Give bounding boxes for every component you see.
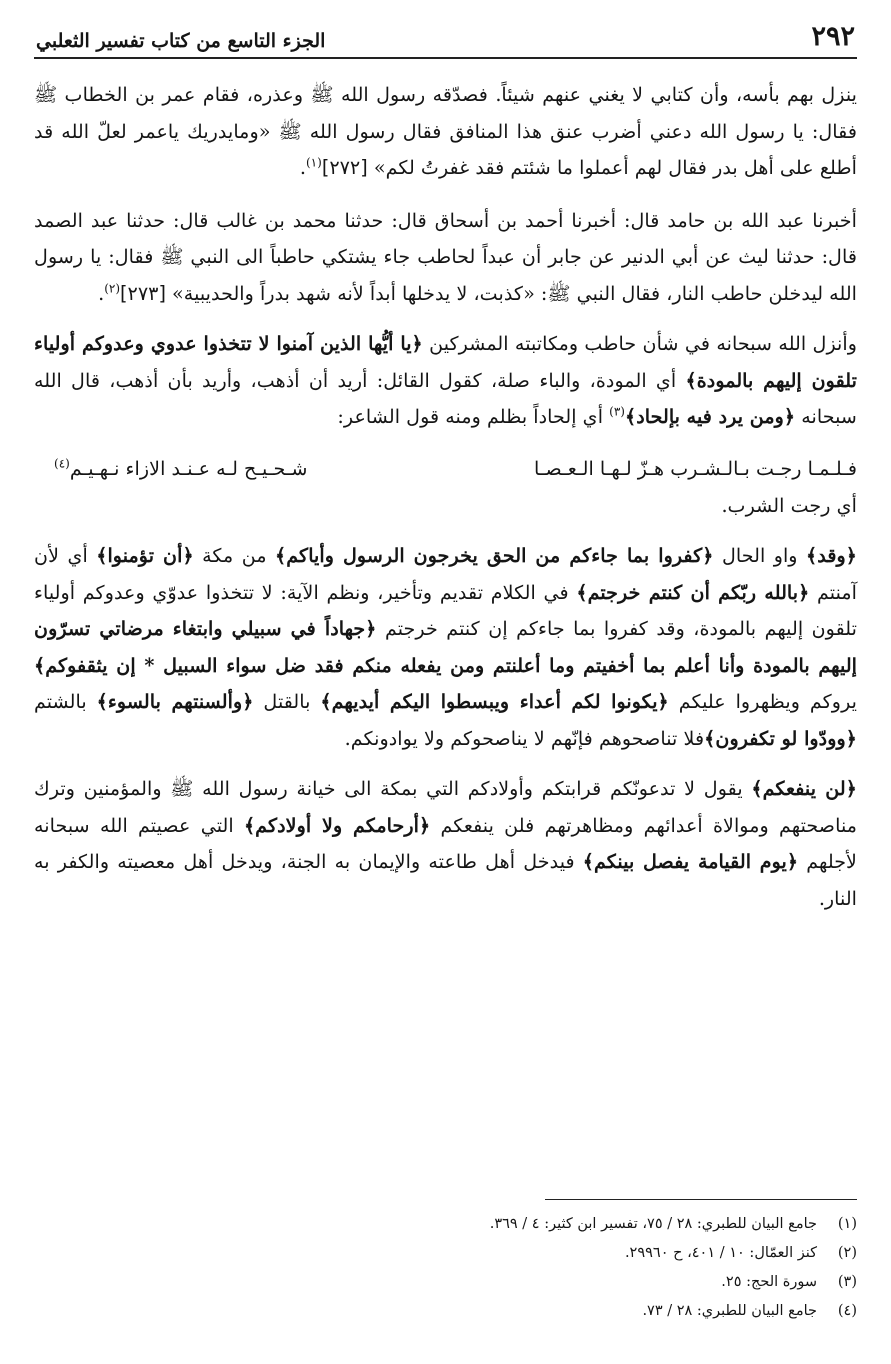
quran-quote: ﴿جهاداً في سبيلي وابتغاء مرضاتي تسرّون إليهم بالمودة وأنا أعلم بما أخفيتم وما أعلنتم ومن يفعله منكم فقد ضل سواء السبيل * إن يثقفوكم﴾	[34, 617, 857, 677]
paragraph-3-text: وأنزل الله سبحانه في شأن حاطب ومكاتبته المشركين	[422, 332, 857, 355]
footnote-text: جامع البيان للطبري: ٢٨ / ٧٥، تفسير ابن كثير: ٤ / ٣٦٩.	[489, 1216, 817, 1232]
footnote-ref: (٤)	[54, 456, 70, 471]
footnote-ref: (١)	[305, 155, 322, 170]
footnote	[34, 1268, 857, 1297]
footnote-text: كنز العمّال: ١٠ / ٤٠١، ح ٢٩٩٦٠.	[624, 1245, 817, 1261]
footnote-divider	[545, 1199, 857, 1200]
quran-quote: ﴿يوم القيامة يفصل بينكم﴾	[582, 850, 799, 873]
paragraph-4	[34, 538, 857, 757]
quran-quote: ﴿يكونوا لكم أعداء ويبسطوا اليكم أيديهم﴾	[320, 690, 669, 713]
paragraph-4-text: يروكم ويظهروا عليكم	[668, 690, 857, 713]
paragraph-5-text: يقول لا تدعونّكم قرابتكم وأولادكم التي بمكة الى خيانة رسول الله ﷺ والمؤمنين وترك مناصحتهم وموالاة أعدائهم ومظاهرتهم فلن ينفعكم	[34, 777, 858, 837]
hadith-number: [٢٧٣]	[120, 281, 166, 305]
running-title: الجزء التاسع من كتاب تفسير الثعلبي	[36, 30, 326, 52]
quran-quote: ﴿وألسنتهم بالسوء﴾	[96, 690, 254, 713]
paragraph-5-text: فيدخل أهل طاعته والإيمان به الجنة، ويدخل أهل معصيته والكفر به النار.	[34, 850, 857, 910]
page-number: ٢٩٢	[811, 21, 855, 52]
footnote-ref: (٢)	[104, 281, 121, 296]
footnote-number: (٢)	[837, 1245, 857, 1261]
verse-gloss: أي رجت الشرب.	[721, 493, 857, 517]
paragraph-5	[34, 771, 857, 917]
hadith-number: [٢٧٢]	[321, 156, 368, 179]
body-text	[34, 77, 857, 917]
footnote-number: (٣)	[837, 1274, 857, 1290]
footnote	[34, 1297, 857, 1326]
paragraph-4-text: من مكة	[193, 544, 276, 567]
footnote-ref: (٣)	[609, 404, 625, 419]
quran-quote: ﴿بالله ربّكم أن كنتم خرجتم﴾	[576, 580, 810, 604]
quran-quote: ﴿لن ينفعكم﴾	[751, 777, 857, 800]
footnote	[34, 1210, 857, 1239]
page-header	[34, 14, 857, 59]
paragraph-5-text: التي عصيتم الله سبحانه لأجلهم	[34, 813, 857, 873]
paragraph-1-text: ينزل بهم بأسه، وأن كتابي لا يغني عنهم شيئاً. فصدّقه رسول الله ﷺ وعذره، فقام عمر بن الخطاب ﷺ فقال: يا رسول الله دعني أضرب عنق هذا المنافق فقال رسول الله ﷺ «ومايدريك ياعمر لعلّ الله قد أطلع على أهل بدر فقال لهم أعملوا ما شئتم فقد غفرتُ لكم»	[34, 83, 857, 179]
paragraph-4-text: واو الحال	[713, 544, 806, 567]
footnote-text: جامع البيان للطبري: ٢٨ / ٧٣.	[642, 1303, 817, 1319]
paragraph-1: ينزل بهم بأسه، وأن كتابي لا يغني عنهم شيئاً. فصدّقه رسول الله ﷺ وعذره، فقام عمر بن الخطاب ﷺ فقال: يا رسول الله دعني أضرب عنق هذا المنافق فقال رسول الله ﷺ «ومايدريك ياعمر لعلّ الله قد أطلع على أهل بدر فقال لهم أعملوا ما شئتم فقد غفرتُ لكم» [٢٧٢]$^{(١)}$.	[34, 83, 857, 179]
quran-quote: ﴿كفروا بما جاءكم من الحق يخرجون الرسول وأياكم﴾	[275, 544, 714, 567]
verse-hemistich-2-text: شـحـيـح لـه عـنـد الازاء نـهـيـم	[69, 456, 308, 480]
paragraph-2-text: أخبرنا عبد الله بن حامد قال: أخبرنا أحمد بن أسحاق قال: حدثنا محمد بن غالب قال: حدثنا عبد الصمد قال: حدثنا ليث عن أبي الدنير عن جابر أن عبداً لحاطب جاء يشتكي حاطباً الى النبي ﷺ فقال: يا رسول الله ليدخلن حاطب النار، فقال النبي ﷺ: «كذبت، لا يدخلها أبداً لأنه شهد بدراً والحديبية»	[34, 208, 857, 305]
verse-hemistich-1: فـلـمـا رجـت بـالـشـرب هـزّ لـهـا الـعـصـا	[534, 456, 857, 480]
paragraph-4-text: أي لأن آمنتم	[34, 544, 857, 604]
paragraph-4-text: فلا تناصحوهم فإنّهم لا يناصحوكم ولا يوادونكم.	[344, 726, 705, 750]
footnote-text: سورة الحج: ٢٥.	[721, 1274, 817, 1290]
footnotes	[34, 1199, 857, 1326]
verse-hemistich-2	[54, 450, 308, 488]
paragraph-4-text: بالقتل	[253, 690, 321, 713]
quran-quote: ﴿وقد﴾	[806, 544, 857, 567]
poetry-verse	[34, 450, 857, 488]
footnote-number: (١)	[837, 1216, 857, 1232]
quran-quote: ﴿يا أيُّها الذين آمنوا لا تتخذوا عدوي وعدوكم أولياء تلقون إليهم بالمودة﴾	[34, 332, 857, 392]
paragraph-2: أخبرنا عبد الله بن حامد قال: أخبرنا أحمد بن أسحاق قال: حدثنا محمد بن غالب قال: حدثنا عبد الصمد قال: حدثنا ليث عن أبي الدنير عن جابر أن عبداً لحاطب جاء يشتكي حاطباً الى النبي ﷺ فقال: يا رسول الله ليدخلن حاطب النار، فقال النبي ﷺ: «كذبت، لا يدخلها أبداً لأنه شهد بدراً والحديبية» [٢٧٣]$^{(٢)}$.	[34, 208, 857, 305]
paragraph-4-text: في الكلام تقديم وتأخير، ونظم الآية: لا تتخذوا عدوّي وعدوكم أولياء تلقون إليهم بالمودة، وقد كفروا بما جاءكم إن كنتم خرجتم	[34, 580, 857, 640]
quran-quote: ﴿أن تؤمنوا﴾	[96, 544, 194, 567]
paragraph-3	[34, 326, 857, 436]
paragraph-4-text: بالشتم	[34, 690, 97, 713]
paragraph-3-text: أي المودة، والباء صلة، كقول القائل: أريد أن أذهب، وأريد بأن أذهب، قال الله سبحانه	[34, 368, 857, 428]
paragraph-3-text: أي إلحاداً بظلم ومنه قول الشاعر:	[337, 405, 610, 428]
quran-quote: ﴿وودّوا لو تكفرون﴾	[704, 726, 857, 750]
footnote-number: (٤)	[837, 1303, 857, 1319]
quran-quote: ﴿ومن يرد فيه بإلحاد﴾	[624, 405, 796, 428]
quran-quote: ﴿أرحامكم ولا أولادكم﴾	[243, 813, 431, 837]
footnote	[34, 1239, 857, 1268]
